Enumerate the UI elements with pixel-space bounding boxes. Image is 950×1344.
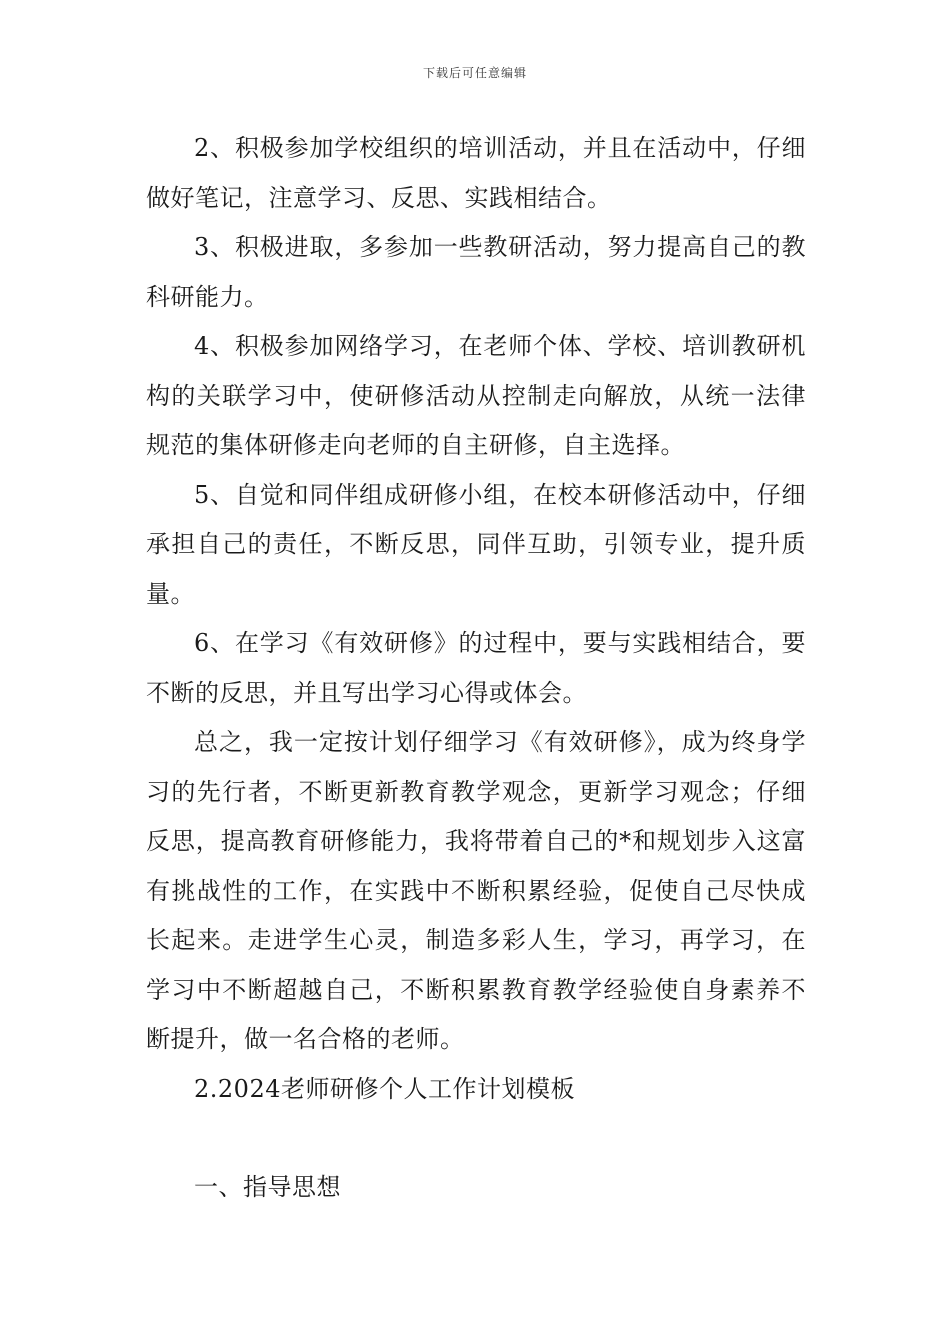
paragraph-summary: 总之，我一定按计划仔细学习《有效研修》，成为终身学习的先行者，不断更新教育教学观念，更新学习观念；仔细反思，提高教育研修能力，我将带着自己的*和规划步入这富有挑战性的工作，在实践中不断积累经验，促使自己尽快成长起来。走进学生心灵，制造多彩人生，学习，再学习，在学习中不断超越自己，不断积累教育教学经验使自身素养不断提升，做一名合格的老师。 <box>146 728 806 1053</box>
paragraph-item-2: 2、积极参加学校组织的培训活动，并且在活动中，仔细做好笔记，注意学习、反思、实践相结合。 <box>146 134 806 212</box>
page-header: 下载后可任意编辑 <box>422 66 527 80</box>
document-title-2: 2.2024老师研修个人工作计划模板 <box>194 1074 575 1103</box>
paragraph-item-3: 3、积极进取，多参加一些教研活动，努力提高自己的教科研能力。 <box>146 233 806 311</box>
section-heading: 一、指导思想 <box>194 1173 341 1201</box>
paragraph-item-6: 6、在学习《有效研修》的过程中，要与实践相结合，要不断的反思，并且写出学习心得或体会。 <box>146 629 806 707</box>
paragraph-item-5: 5、自觉和同伴组成研修小组，在校本研修活动中，仔细承担自己的责任，不断反思，同伴互助，引领专业，提升质量。 <box>146 480 806 608</box>
document-body <box>146 124 806 1213</box>
paragraph-item-4: 4、积极参加网络学习，在老师个体、学校、培训教研机构的关联学习中，使研修活动从控制走向解放，从统一法律规范的集体研修走向老师的自主研修，自主选择。 <box>146 332 806 459</box>
